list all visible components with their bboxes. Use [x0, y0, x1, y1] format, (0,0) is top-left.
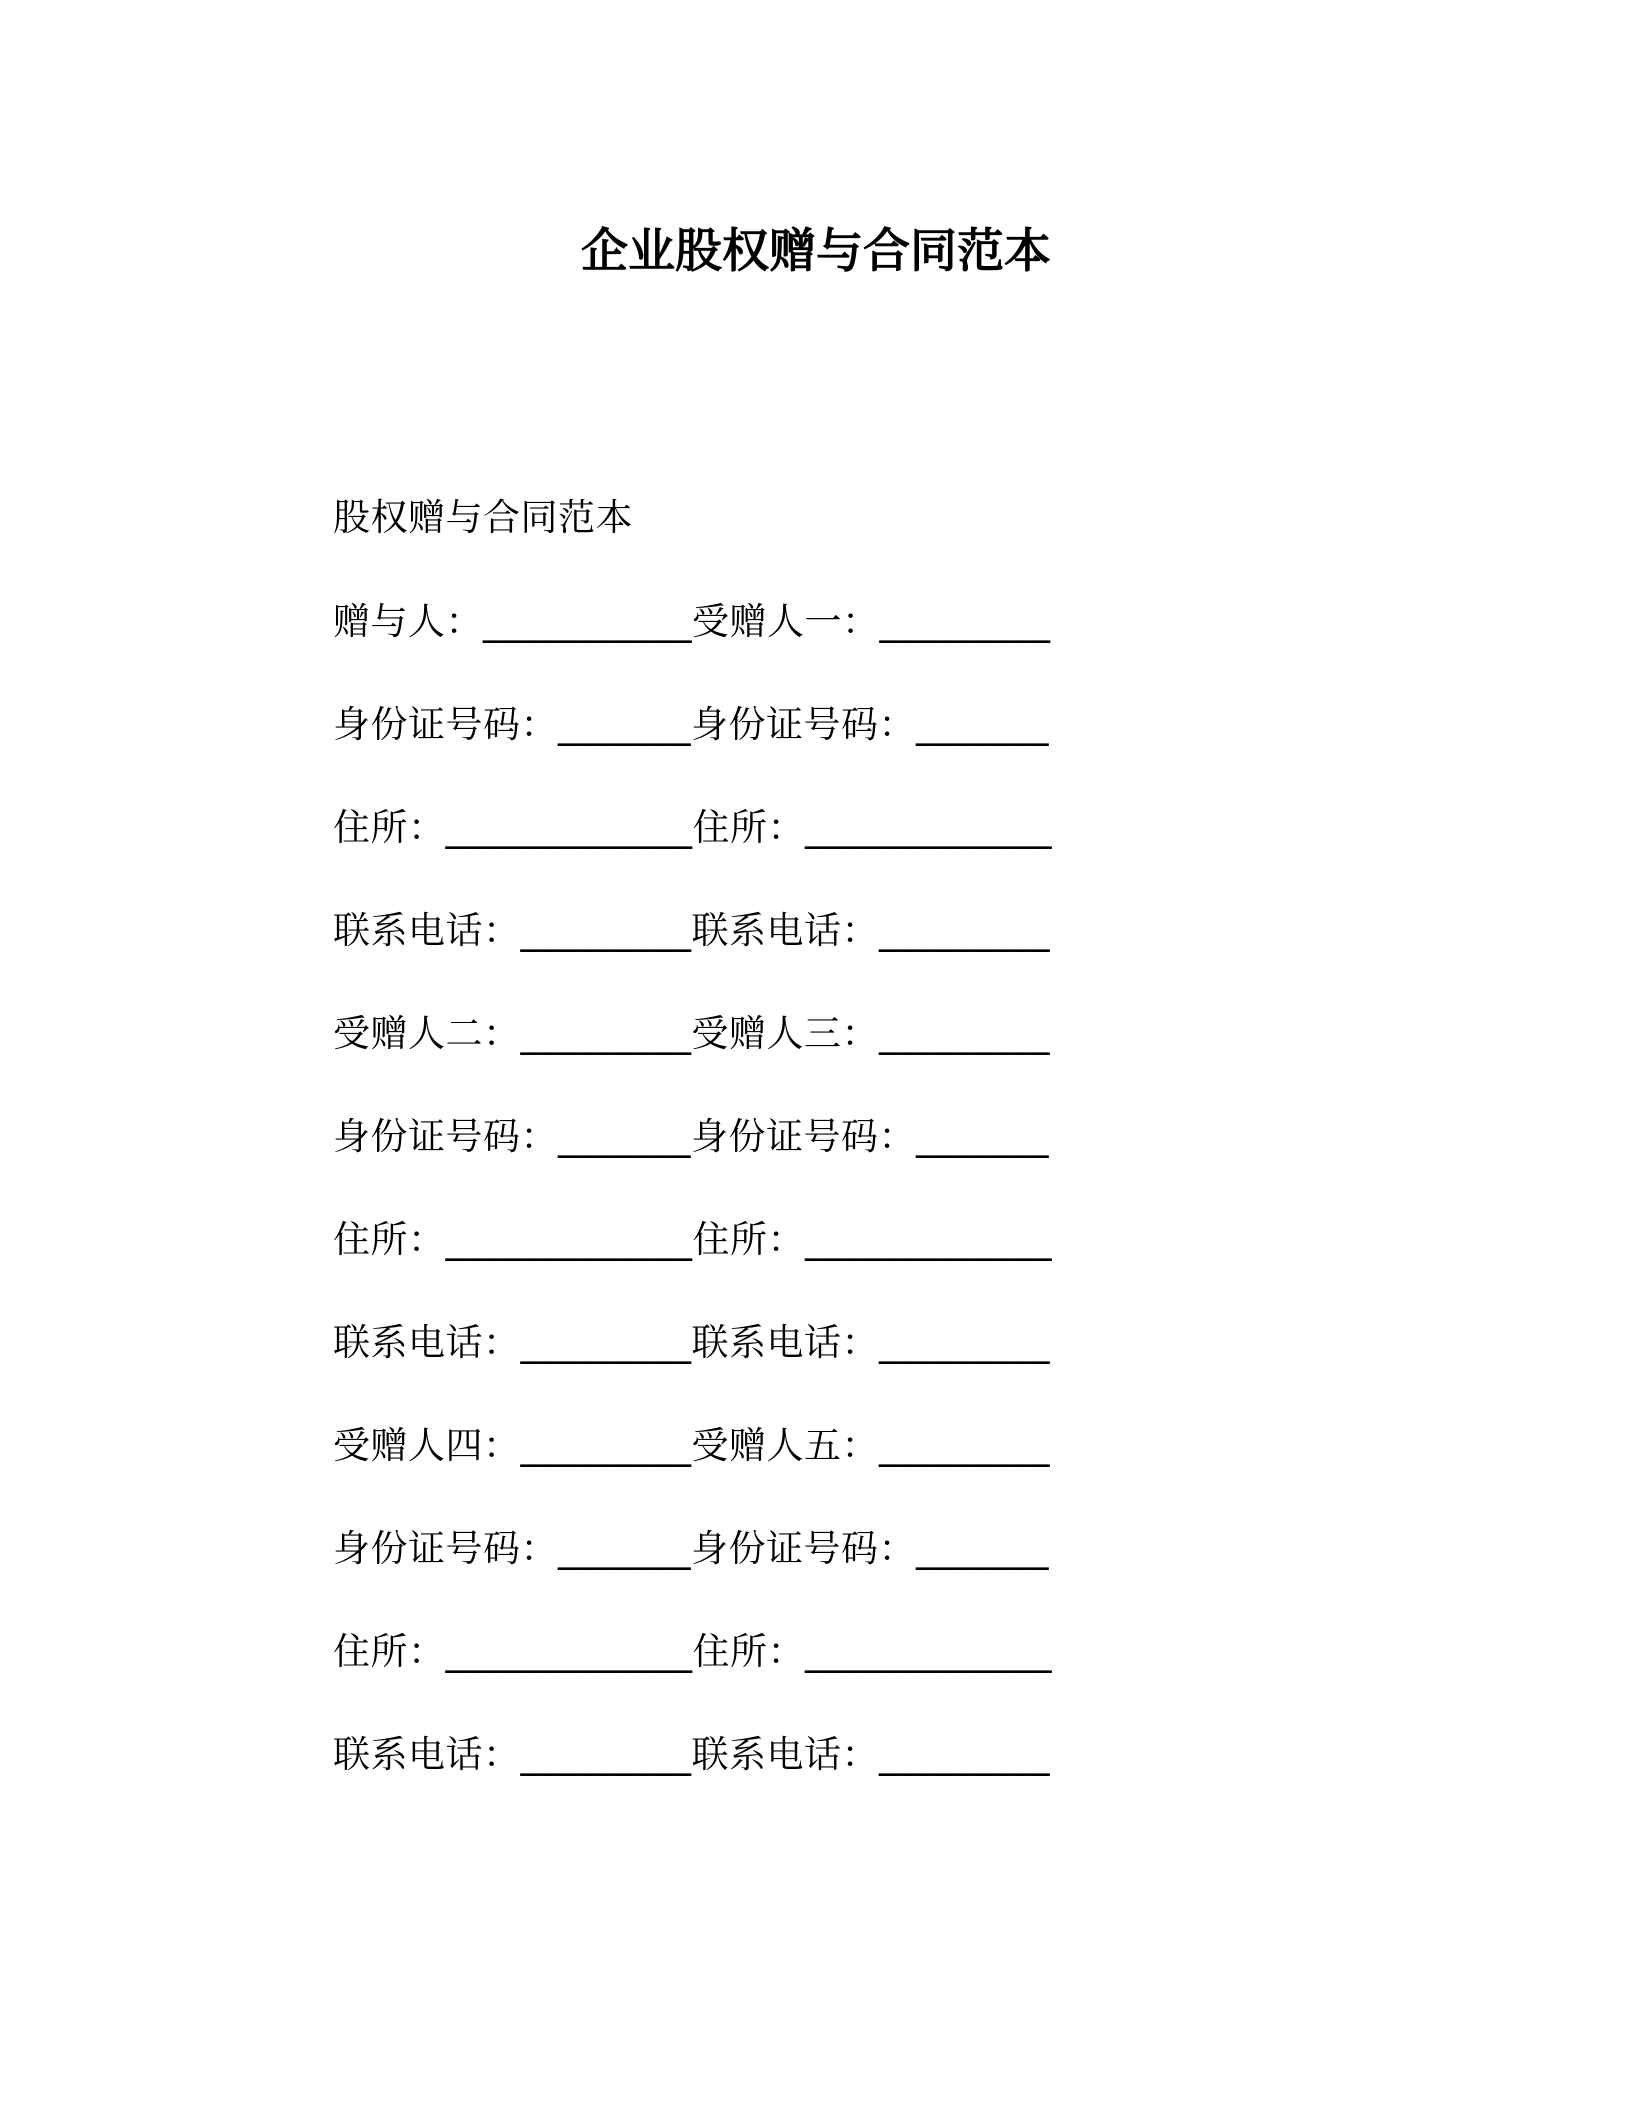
address-line: 住所：_____________住所：_____________	[333, 1630, 1052, 1673]
phone-line: 联系电话：_________联系电话：_________	[333, 909, 1050, 952]
address-line: 住所：_____________住所：_____________	[333, 806, 1052, 849]
donee-line: 受赠人四：_________受赠人五：_________	[333, 1424, 1050, 1467]
donee-line: 受赠人二：_________受赠人三：_________	[333, 1012, 1050, 1055]
address-line: 住所：_____________住所：_____________	[333, 1218, 1052, 1261]
phone-line: 联系电话：_________联系电话：_________	[333, 1733, 1050, 1776]
id-number-line: 身份证号码：_______身份证号码：_______	[333, 1115, 1049, 1158]
phone-line: 联系电话：_________联系电话：_________	[333, 1321, 1050, 1364]
id-number-line: 身份证号码：_______身份证号码：_______	[333, 1527, 1049, 1570]
id-number-line: 身份证号码：_______身份证号码：_______	[333, 703, 1049, 746]
contract-subtitle: 股权赠与合同范本	[333, 496, 633, 539]
donor-line: 赠与人：___________受赠人一：_________	[333, 600, 1051, 643]
document-title: 企业股权赠与合同范本	[581, 224, 1051, 279]
